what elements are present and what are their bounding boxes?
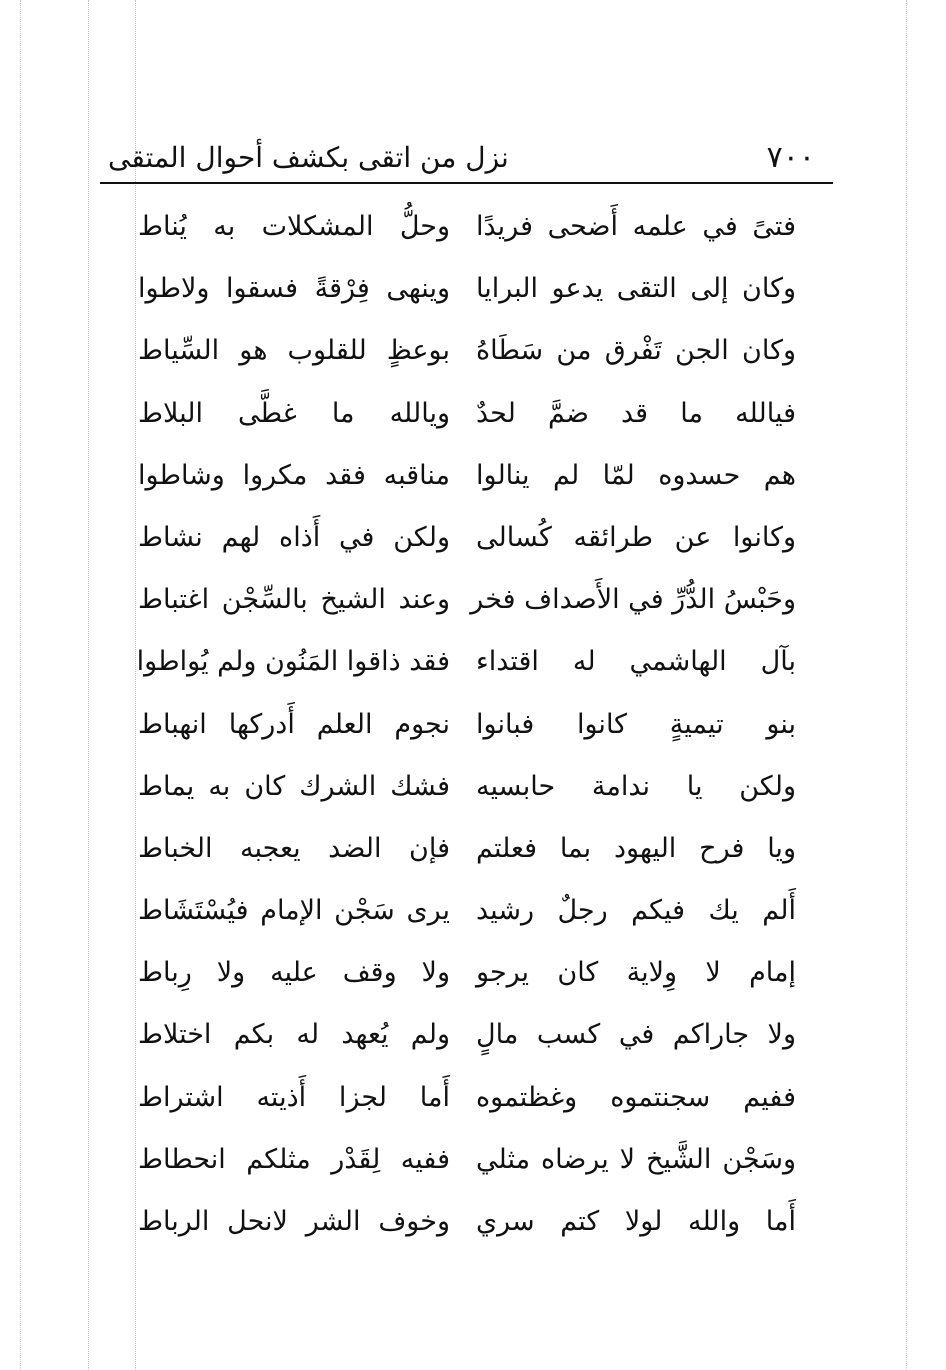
first-hemistich: ولكن يا ندامة حابسيه (476, 770, 796, 802)
second-hemistich: ويالله ما غطَّى البلاط (138, 397, 450, 429)
second-hemistich: ولم يُعهد له بكم اختلاط (138, 1019, 450, 1051)
first-hemistich: أَلم يك فيكم رجلٌ رشيد (476, 895, 796, 927)
verse-line (0, 1008, 946, 1070)
verse-line (0, 1071, 946, 1133)
poem (0, 200, 946, 1257)
first-hemistich: وسَجْن الشَّيخ لا يرضاه مثلي (476, 1143, 796, 1175)
first-hemistich: بنو تيميةٍ كانوا فبانوا (476, 708, 796, 740)
second-hemistich: مناقبه فقد مكروا وشاطوا (138, 459, 450, 491)
first-hemistich: ففيم سجنتموه وغظتموه (476, 1081, 796, 1113)
verse-line (0, 635, 946, 697)
first-hemistich: وكان إلى التقى يدعو البرايا (476, 273, 796, 305)
first-hemistich: وكانوا عن طرائقه كُسالى (476, 521, 796, 553)
second-hemistich: فشك الشرك كان به يماط (138, 770, 450, 802)
second-hemistich: يرى سَجْن الإمام فيُسْتَشَاط (138, 895, 450, 927)
first-hemistich: وحَبْسُ الدُّرِّ في الأَصداف فخر (470, 584, 796, 616)
verse-line (0, 698, 946, 760)
verse-line (0, 946, 946, 1008)
first-hemistich: بآل الهاشمي له اقتداء (476, 646, 796, 678)
page-number: ٧٠٠ (766, 140, 815, 175)
verse-line (0, 262, 946, 324)
page-header (100, 138, 833, 184)
second-hemistich: وحلُّ المشكلات به يُناط (138, 211, 450, 242)
second-hemistich: وخوف الشر لانحل الرباط (138, 1206, 450, 1237)
first-hemistich: ويا فرح اليهود بما فعلتم (476, 832, 796, 864)
second-hemistich: فإن الضد يعجبه الخباط (138, 832, 450, 864)
verse-line (0, 449, 946, 511)
first-hemistich: ولا جاراكم في كسب مالٍ (476, 1019, 796, 1051)
second-hemistich: وينهى فِرْقةً فسقوا ولاطوا (138, 273, 450, 305)
verse-line (0, 200, 946, 262)
verse-line (0, 511, 946, 573)
verse-line (0, 387, 946, 449)
first-hemistich: إمام لا وِلاية كان يرجو (476, 957, 796, 989)
first-hemistich: فتىً في علمه أَضحى فريدًا (476, 211, 796, 242)
second-hemistich: نجوم العلم أَدركها انهباط (138, 708, 450, 740)
second-hemistich: ففيه لِقَدْر مثلكم انحطاط (138, 1143, 450, 1175)
verse-line (0, 822, 946, 884)
first-hemistich: وكان الجن تَفْرق من سَطَاهُ (476, 335, 796, 367)
verse-line (0, 324, 946, 386)
first-hemistich: هم حسدوه لمّا لم ينالوا (476, 459, 796, 491)
verse-line (0, 760, 946, 822)
second-hemistich: وعند الشيخ بالسِّجْن اغتباط (138, 584, 450, 616)
first-hemistich: أَما والله لولا كتم سري (476, 1206, 796, 1237)
second-hemistich: ولا وقف عليه ولا رِباط (138, 957, 450, 989)
verse-line (0, 1195, 946, 1257)
running-title: نزل من اتقى بكشف أحوال المتقى (108, 141, 509, 174)
first-hemistich: فيالله ما قد ضمَّ لحدٌ (476, 397, 796, 429)
second-hemistich: ولكن في أَذاه لهم نشاط (138, 521, 450, 553)
verse-line (0, 573, 946, 635)
second-hemistich: بوعظٍ للقلوب هو السِّياط (138, 335, 450, 367)
second-hemistich: أَما لجزا أَذيته اشتراط (138, 1081, 450, 1113)
verse-line (0, 1133, 946, 1195)
second-hemistich: فقد ذاقوا المَنُون ولم يُواطوا (136, 646, 450, 678)
verse-line (0, 884, 946, 946)
